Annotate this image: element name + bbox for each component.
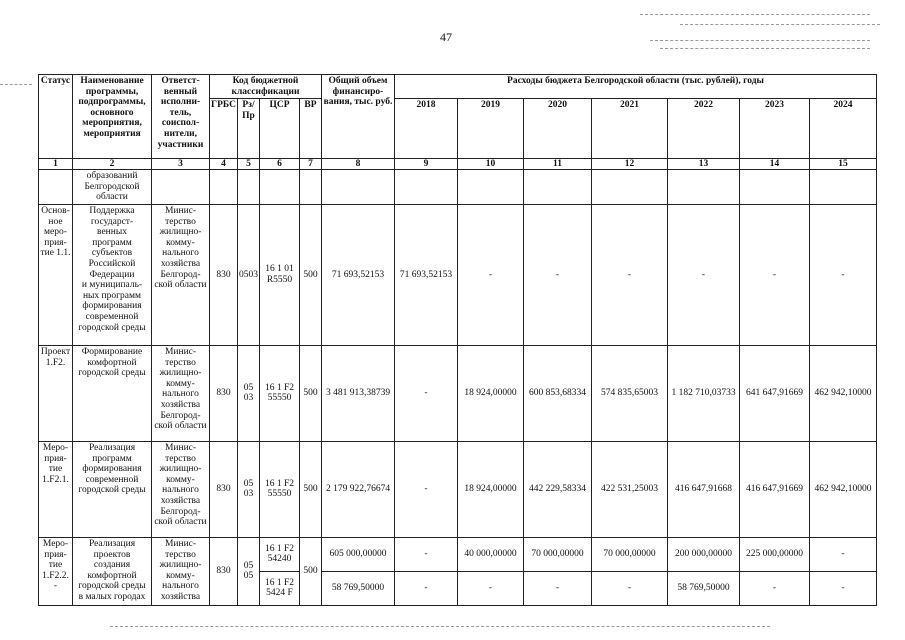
year-cell: - bbox=[458, 204, 524, 345]
column-number: 11 bbox=[524, 159, 592, 170]
year-cell: 18 924,00000 bbox=[458, 345, 524, 441]
year-cell bbox=[810, 170, 877, 205]
grbs-cell bbox=[210, 170, 238, 205]
status-cell bbox=[39, 170, 73, 205]
rzpr-cell: 05 03 bbox=[238, 345, 260, 441]
year-cell: 574 835,65003 bbox=[592, 345, 668, 441]
name-cell: образований Белгородской области bbox=[73, 170, 152, 205]
year-cell bbox=[740, 170, 810, 205]
csr-cell: 16 1 F2 5424 F bbox=[260, 571, 300, 605]
table-row bbox=[39, 537, 877, 571]
grbs-cell: 830 bbox=[210, 537, 238, 605]
status-cell: Меро- прия- тие 1.F2.1. bbox=[39, 441, 73, 537]
column-number: 14 bbox=[740, 159, 810, 170]
column-number: 13 bbox=[668, 159, 740, 170]
year-cell: 18 924,00000 bbox=[458, 441, 524, 537]
year-header: 2024 bbox=[810, 99, 877, 159]
responsible-cell: Минис- терство жилищно- комму- нального хозяйства Белгород- ской области bbox=[152, 204, 210, 345]
vr-cell: 500 bbox=[300, 441, 322, 537]
year-cell: 600 853,68334 bbox=[524, 345, 592, 441]
year-cell bbox=[668, 170, 740, 205]
col-vr-header: ВР bbox=[300, 99, 322, 159]
year-cell bbox=[524, 170, 592, 205]
name-cell: Реализация программ формирования современной городской среды bbox=[73, 441, 152, 537]
column-number: 7 bbox=[300, 159, 322, 170]
year-header: 2021 bbox=[592, 99, 668, 159]
col-expenses-header: Расходы бюджета Белгородской области (тыс. рублей), годы bbox=[395, 75, 877, 99]
column-number-row bbox=[39, 159, 877, 170]
year-cell: - bbox=[740, 204, 810, 345]
rzpr-cell bbox=[238, 170, 260, 205]
year-cell: 462 942,10000 bbox=[810, 441, 877, 537]
year-cell: - bbox=[395, 345, 458, 441]
table-row bbox=[39, 345, 877, 441]
col-responsible-header: Ответст- венный исполни- тель, соиспол- нители, участники bbox=[152, 75, 210, 159]
year-cell: 71 693,52153 bbox=[395, 204, 458, 345]
csr-cell: 16 1 F2 55550 bbox=[260, 441, 300, 537]
table-row bbox=[39, 170, 877, 205]
vr-cell bbox=[300, 170, 322, 205]
page-number: 47 bbox=[440, 30, 452, 44]
year-cell: - bbox=[458, 571, 524, 605]
year-cell: - bbox=[395, 441, 458, 537]
year-cell: 462 942,10000 bbox=[810, 345, 877, 441]
col-csr-header: ЦСР bbox=[260, 99, 300, 159]
total-cell: 71 693,52153 bbox=[322, 204, 395, 345]
vr-cell: 500 bbox=[300, 537, 322, 605]
column-number: 4 bbox=[210, 159, 238, 170]
table-row bbox=[39, 204, 877, 345]
col-budget-code-header: Код бюджетной классификации bbox=[210, 75, 322, 99]
responsible-cell: Минис- терство жилищно- комму- нального хозяйства Белгород- ской области bbox=[152, 345, 210, 441]
year-cell: 416 647,91668 bbox=[668, 441, 740, 537]
csr-cell bbox=[260, 170, 300, 205]
year-cell: - bbox=[395, 571, 458, 605]
csr-cell: 16 1 F2 55550 bbox=[260, 345, 300, 441]
status-cell: Меро- прия- тие 1.F2.2. - bbox=[39, 537, 73, 605]
status-cell: Основ- ное меро- прия- тие 1.1. bbox=[39, 204, 73, 345]
year-cell: 58 769,50000 bbox=[668, 571, 740, 605]
year-cell: 416 647,91669 bbox=[740, 441, 810, 537]
year-cell: 641 647,91669 bbox=[740, 345, 810, 441]
budget-table bbox=[38, 74, 877, 606]
grbs-cell: 830 bbox=[210, 345, 238, 441]
year-cell: 225 000,00000 bbox=[740, 537, 810, 571]
column-number: 9 bbox=[395, 159, 458, 170]
year-cell bbox=[395, 170, 458, 205]
col-status-header: Статус bbox=[39, 75, 73, 159]
grbs-cell: 830 bbox=[210, 204, 238, 345]
grbs-cell: 830 bbox=[210, 441, 238, 537]
col-rzpr-header: Рз/ Пр bbox=[238, 99, 260, 159]
year-cell: - bbox=[524, 204, 592, 345]
col-name-header: Наименование программы, подпрограммы, основного мероприятия, мероприятия bbox=[73, 75, 152, 159]
rzpr-cell: 05 05 bbox=[238, 537, 260, 605]
year-cell: 1 182 710,03733 bbox=[668, 345, 740, 441]
table-row bbox=[39, 441, 877, 537]
column-number: 1 bbox=[39, 159, 73, 170]
column-number: 12 bbox=[592, 159, 668, 170]
responsible-cell: Минис- терство жилищно- комму- нального хозяйства bbox=[152, 537, 210, 605]
year-cell: - bbox=[740, 571, 810, 605]
col-total-header: Общий объем финансиро- вания, тыс. руб. bbox=[322, 75, 395, 159]
year-header: 2023 bbox=[740, 99, 810, 159]
year-cell: - bbox=[810, 204, 877, 345]
total-cell: 2 179 922,76674 bbox=[322, 441, 395, 537]
csr-cell: 16 1 01 R5550 bbox=[260, 204, 300, 345]
name-cell: Реализация проектов создания комфортной городской среды в малых городах bbox=[73, 537, 152, 605]
rzpr-cell: 0503 bbox=[238, 204, 260, 345]
vr-cell: 500 bbox=[300, 345, 322, 441]
year-cell: - bbox=[524, 571, 592, 605]
year-cell: 70 000,00000 bbox=[524, 537, 592, 571]
year-cell: 200 000,00000 bbox=[668, 537, 740, 571]
responsible-cell bbox=[152, 170, 210, 205]
year-cell: - bbox=[668, 204, 740, 345]
year-header: 2019 bbox=[458, 99, 524, 159]
year-header: 2018 bbox=[395, 99, 458, 159]
csr-cell: 16 1 F2 54240 bbox=[260, 537, 300, 571]
vr-cell: 500 bbox=[300, 204, 322, 345]
year-header: 2022 bbox=[668, 99, 740, 159]
year-cell: 422 531,25003 bbox=[592, 441, 668, 537]
year-cell bbox=[458, 170, 524, 205]
year-cell: - bbox=[592, 204, 668, 345]
header-row-1 bbox=[39, 75, 877, 99]
name-cell: Поддержка государст- венных программ субъектов Российской Федерации и муниципаль- ных программ формирования современной городской среды bbox=[73, 204, 152, 345]
total-cell bbox=[322, 170, 395, 205]
year-cell: - bbox=[592, 571, 668, 605]
total-cell: 58 769,50000 bbox=[322, 571, 395, 605]
year-header: 2020 bbox=[524, 99, 592, 159]
status-cell: Проект 1.F2. bbox=[39, 345, 73, 441]
column-number: 15 bbox=[810, 159, 877, 170]
name-cell: Формирование комфортной городской среды bbox=[73, 345, 152, 441]
year-cell: - bbox=[810, 537, 877, 571]
responsible-cell: Минис- терство жилищно- комму- нального хозяйства Белгород- ской области bbox=[152, 441, 210, 537]
year-cell: - bbox=[395, 537, 458, 571]
column-number: 3 bbox=[152, 159, 210, 170]
column-number: 10 bbox=[458, 159, 524, 170]
col-grbs-header: ГРБС bbox=[210, 99, 238, 159]
year-cell: - bbox=[810, 571, 877, 605]
column-number: 2 bbox=[73, 159, 152, 170]
total-cell: 605 000,00000 bbox=[322, 537, 395, 571]
column-number: 5 bbox=[238, 159, 260, 170]
year-cell bbox=[592, 170, 668, 205]
year-cell: 40 000,00000 bbox=[458, 537, 524, 571]
rzpr-cell: 05 03 bbox=[238, 441, 260, 537]
total-cell: 3 481 913,38739 bbox=[322, 345, 395, 441]
year-cell: 70 000,00000 bbox=[592, 537, 668, 571]
year-cell: 442 229,58334 bbox=[524, 441, 592, 537]
column-number: 6 bbox=[260, 159, 300, 170]
column-number: 8 bbox=[322, 159, 395, 170]
